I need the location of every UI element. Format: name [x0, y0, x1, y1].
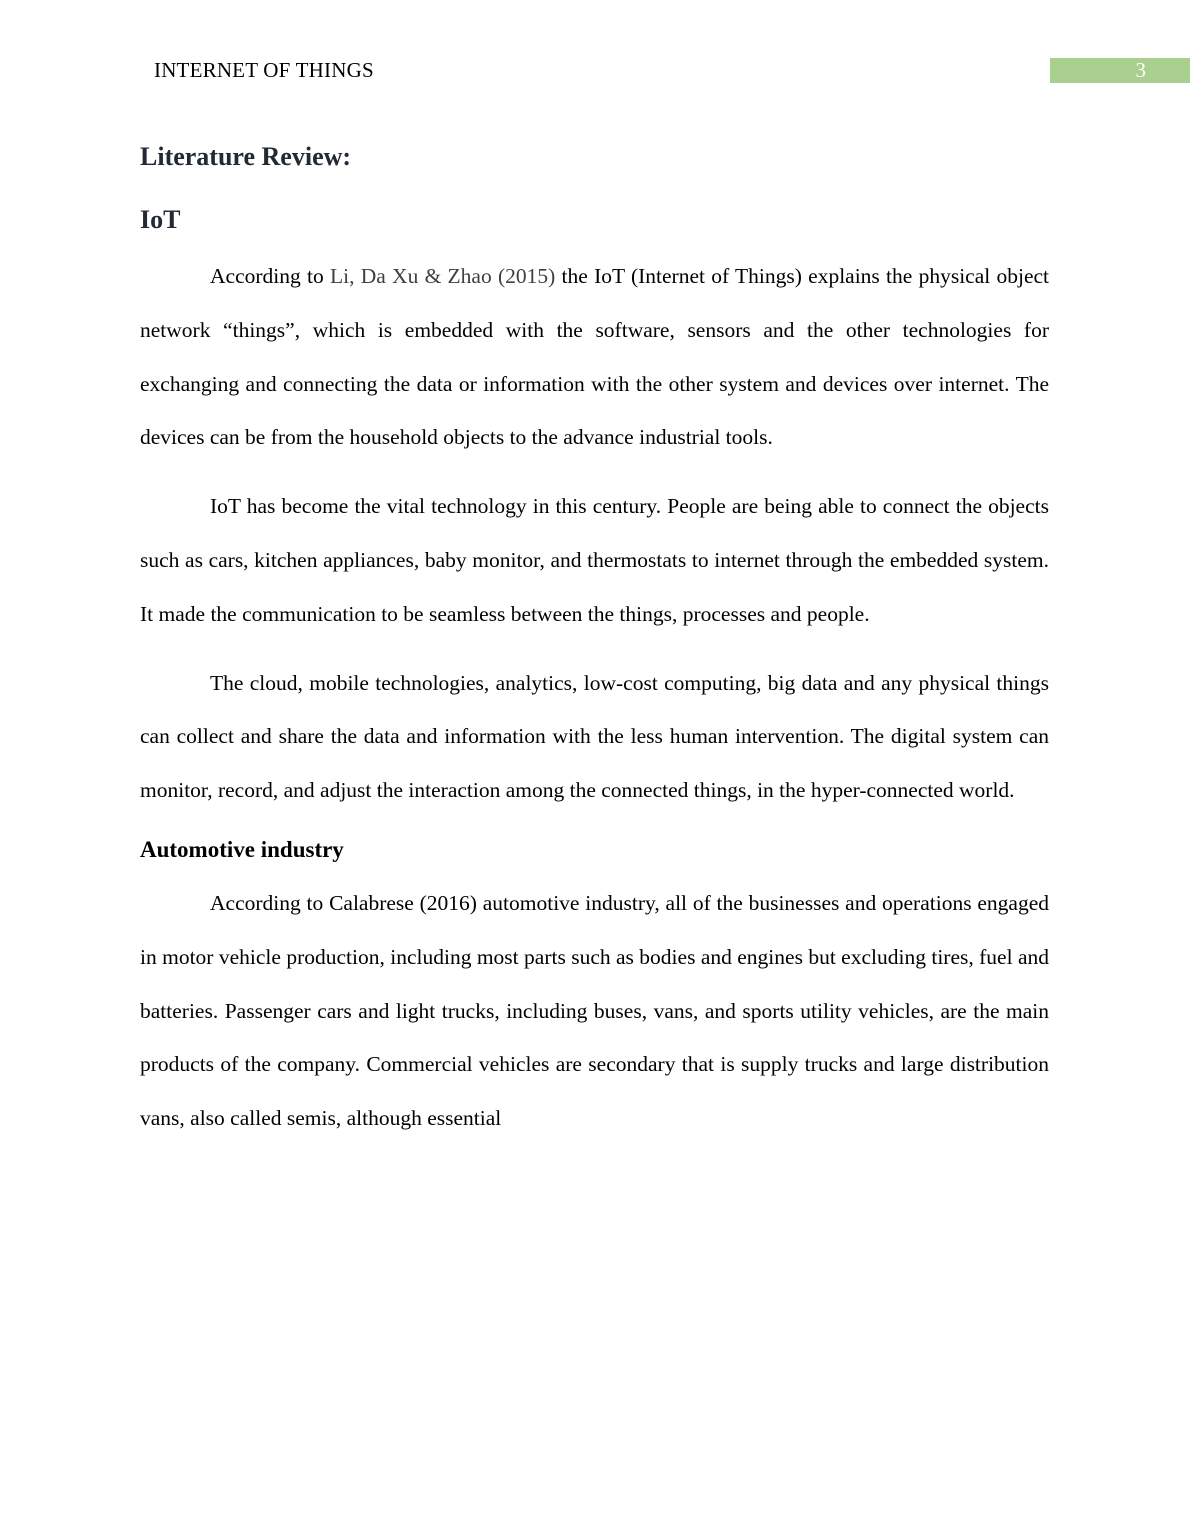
- automotive-paragraph-1: According to Calabrese (2016) automotive industry, all of the businesses and operations engaged in motor vehicle production, including most parts such as bodies and engines but excluding tires, fuel and batteries. Passenger cars and light trucks, including buses, vans, and sports utility vehicles, are the main products of the company. Commercial vehicles are secondary that is supply trucks and large distribution vans, also called semis, although essential: [140, 890, 1049, 1131]
- iot-paragraph-3: The cloud, mobile technologies, analytics, low-cost computing, big data and any physical things can collect and share the data and information with the less human intervention. The digital system can monitor, record, and adjust the interaction among the connected things, in the hyper-connected world.: [140, 670, 1049, 803]
- page-number: 3: [1135, 58, 1146, 82]
- page-number-box: [1050, 58, 1190, 83]
- section-title-literature-review: Literature Review:: [140, 142, 352, 171]
- iot-paragraph-2: IoT has become the vital technology in this century. People are being able to connect the objects such as cars, kitchen appliances, baby monitor, and thermostats to internet through the embedded system. It made the communication to be seamless between the things, processes and people.: [140, 494, 1049, 626]
- subsection-title-automotive: Automotive industry: [140, 836, 344, 862]
- iot-paragraph-1: [140, 250, 1049, 465]
- document-body: [140, 140, 1049, 1146]
- iot-paragraph-1-intro: According to: [210, 264, 330, 288]
- running-head: INTERNET OF THINGS: [154, 58, 374, 82]
- citation-li-xu-zhao: Li, Da Xu & Zhao (2015): [329, 264, 556, 288]
- iot-paragraph-1-rest: the IoT (Internet of Things) explains the physical object network “things”, which is embedded with the software, sensors and the other technologies for exchanging and connecting the data or information with the other system and devices over internet. The devices can be from the household objects to the advance industrial tools.: [140, 264, 1050, 450]
- subsection-title-iot: IoT: [140, 205, 181, 234]
